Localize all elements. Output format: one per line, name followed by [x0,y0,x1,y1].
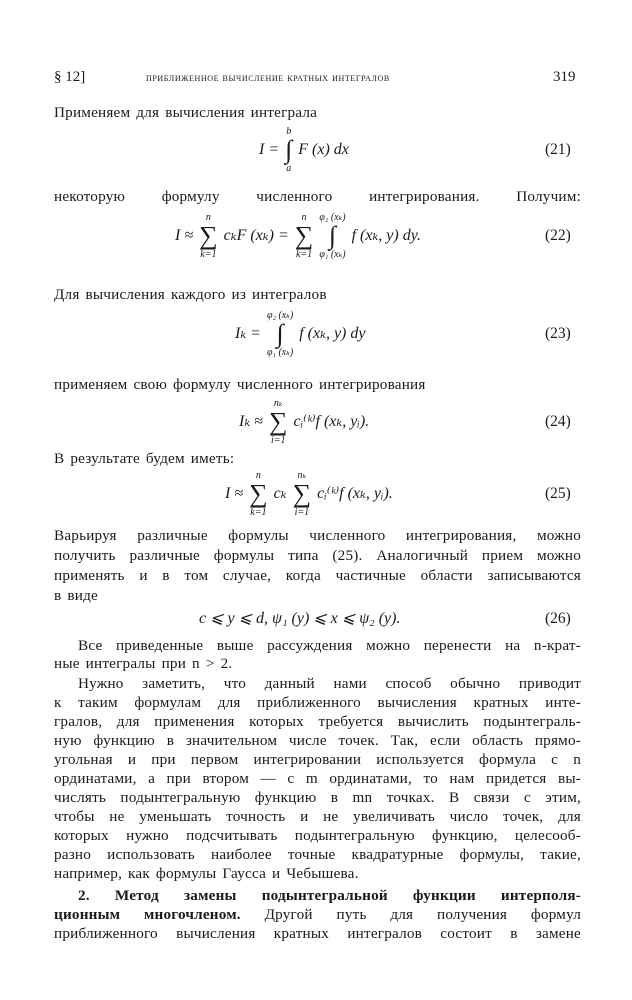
text-line: в виде [54,587,98,604]
lower-limit: k=1 [200,249,217,260]
equation-term: Iₖ ≈ [239,413,263,430]
upper-limit: nₖ [273,398,283,409]
text-line: Нужно заметить, что данный нами способ обычно приводит [78,675,581,692]
equation [256,126,352,174]
integral-operator [285,126,292,174]
equation-number: (26) [545,610,571,627]
text-line: к таким формулам для приближенного вычисления кратных инте- [54,694,581,711]
equation-number: (21) [545,141,571,158]
lower-limit: k=1 [250,507,267,518]
upper-limit: n [301,212,307,223]
upper-limit: b [286,126,292,137]
text-line: например, как формулы Гаусса и Чебышева. [54,865,359,882]
summation-operator [293,470,312,518]
lower-limit: k=1 [295,249,313,260]
integral-symbol: ∫ [285,135,293,164]
running-title: приближенное вычисление кратных интегралов [146,72,390,84]
equation-number: (23) [545,325,571,342]
integral-symbol: ∫ [276,319,284,348]
integral-operator [267,310,293,358]
page-number: 319 [553,69,576,85]
text-fragment: Другой путь для получения формул [264,906,582,923]
section-heading [78,887,581,905]
text-line: разно использовать наиболее точные квадратурные формулы, такие, [54,846,581,863]
equation-number: (22) [545,227,571,244]
text-line: гралов, для применения которых требуется вычислить подынтеграль- [54,713,581,730]
text-line: Для вычисления каждого из интегралов [54,286,327,303]
upper-limit: n [205,212,211,223]
lower-limit: i=1 [270,435,286,446]
text-line: некоторую формулу численного интегрирования. Получим: [54,188,581,205]
summation-operator [199,212,218,260]
equation-term: f (xₖ, y) dy. [351,227,421,244]
equation-term: I = [259,141,280,158]
text-line: ординатами, а при втором — с m ординатами, то нам придется вы- [54,770,581,787]
text-line [54,906,581,924]
text-line: получить различные формулы типа (25). Аналогичный прием можно [54,547,581,564]
summation-operator [269,398,288,446]
equation [172,212,424,260]
section-number: § 12] [54,69,86,85]
equation-number: (24) [545,413,571,430]
equation-term: I ≈ [175,227,194,244]
lower-limit: a [286,163,292,174]
sigma-symbol: ∑ [294,221,314,250]
lower-limit: φ₁ (xₖ) [319,249,346,260]
section-heading-text: 2. Метод замены подынтегральной функции интерполя- [78,887,581,904]
text-line: Варьируя различные формулы численного интегрирования, можно [54,527,581,544]
upper-limit: n [255,470,261,481]
text-line: Все приведенные выше рассуждения можно перенести на n-крат- [78,637,581,654]
integral-symbol: ∫ [328,221,336,250]
lower-limit: i=1 [294,507,310,518]
equation [222,470,396,518]
equation [196,609,403,629]
equation [236,398,372,446]
upper-limit: φ₂ (xₖ) [266,310,294,321]
text-line: чтобы не уменьшать точность и не увеличивать число точек, для [54,808,581,825]
upper-limit: φ₂ (xₖ) [319,212,346,223]
equation-term: cₖF (xₖ) = [223,227,289,244]
upper-limit: nₖ [297,470,307,481]
equation [232,310,368,358]
equation-term: cᵢ⁽ᵏ⁾f (xₖ, yᵢ). [293,413,370,430]
equation-term: c ⩽ y ⩽ d, ψ₁ (y) ⩽ x ⩽ ψ₂ (y). [199,610,401,627]
text-line: Применяем для вычисления интеграла [54,104,318,121]
equation-term: f (xₖ, y) dy [299,325,366,342]
equation-term: Iₖ = [235,325,261,342]
section-heading-text: ционным многочленом. [54,906,241,923]
integral-operator [319,212,345,260]
text-line: ную функцию в значительном числе точек. Так, если область прямо- [54,732,581,749]
equation-term: cᵢ⁽ᵏ⁾f (xₖ, yᵢ). [317,485,393,502]
equation-term: cₖ [273,485,287,502]
text-line: применяем свою формулу численного интегрирования [54,376,426,393]
summation-operator [249,470,268,518]
text-line: которых нужно подсчитывать подынтегральную функцию, целесооб- [54,827,581,844]
text-line: ные интегралы при n > 2. [54,655,233,672]
sigma-symbol: ∑ [292,479,312,508]
text-line: приближенного вычисления кратных интегралов состоит в замене [54,925,581,942]
sigma-symbol: ∑ [268,407,288,436]
text-line: угольная и при первом интегрировании используется формула с n [54,751,581,768]
sigma-symbol: ∑ [249,479,268,508]
equation-term: I ≈ [225,485,244,502]
text-line: числять подынтегральную функцию в mn точках. В связи с этим, [54,789,581,806]
sigma-symbol: ∑ [199,221,218,250]
summation-operator [295,212,314,260]
lower-limit: φ₁ (xₖ) [266,347,294,358]
text-line: применять и в том случае, когда частичные области записываются [54,567,581,584]
equation-term: F (x) dx [298,141,349,158]
equation-number: (25) [545,485,571,502]
text-line: В результате будем иметь: [54,450,235,467]
